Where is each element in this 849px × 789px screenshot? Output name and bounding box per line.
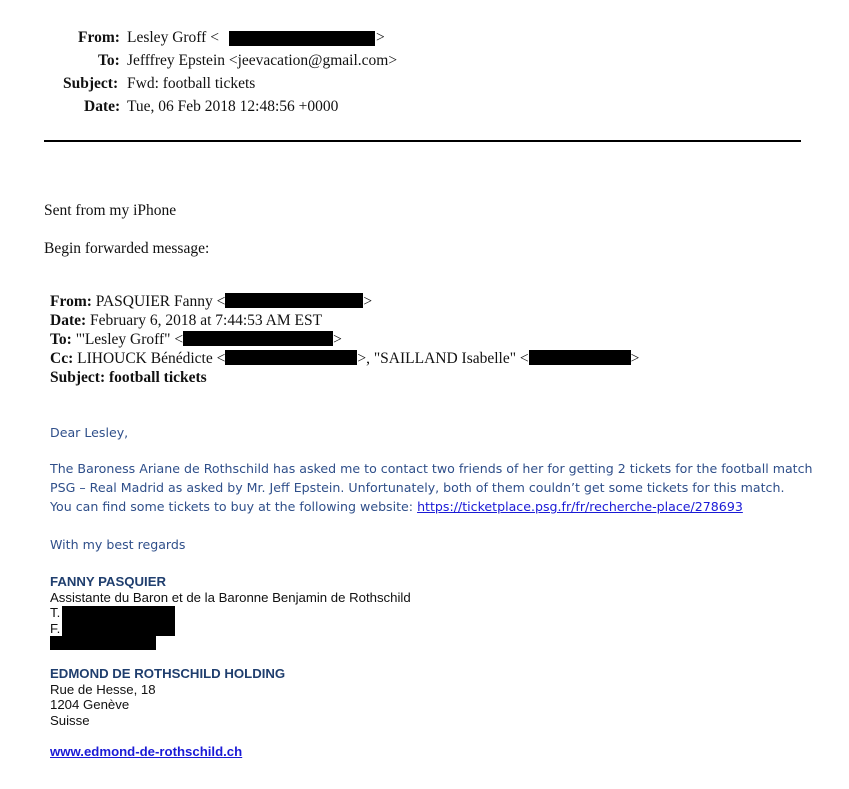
closing: With my best regards [50,537,186,552]
fwd-to-row [50,331,342,349]
company-website-link[interactable]: www.edmond-de-rothschild.ch [50,744,243,759]
fwd-cc-value-1: LIHOUCK Bénédicte < [77,350,226,367]
fwd-to-label: To: [50,331,72,348]
signature-title: Assistante du Baron et de la Baronne Benjamin de Rothschild [50,590,411,605]
paragraph-line-1: The Baroness Ariane de Rothschild has asked me to contact two friends of her for getting 2 tickets for the football match [50,461,813,476]
fwd-subject-row [50,369,207,387]
redacted-email [183,331,333,346]
address-line-2: 1204 Genève [50,697,130,712]
fwd-subject-value: football tickets [108,369,207,386]
ticket-link[interactable]: https://ticketplace.psg.fr/fr/recherche-place/278693 [417,499,743,514]
outer-to-row [0,52,849,72]
outer-date-value: Tue, 06 Feb 2018 12:48:56 +0000 [127,98,339,115]
outer-from-bracket: > [376,29,385,46]
fwd-date-row [50,312,322,330]
fwd-from-label: From: [50,293,92,310]
redacted-email [529,350,631,365]
outer-from-row [0,29,849,49]
company-name: EDMOND DE ROTHSCHILD HOLDING [50,666,286,681]
outer-subject-label: Subject: [63,75,119,92]
fwd-date-label: Date: [50,312,87,329]
header-divider [44,140,801,142]
outer-subject-row [0,75,849,95]
fwd-cc-separator: >, "SAILLAND Isabelle" < [357,350,529,367]
fwd-from-value: PASQUIER Fanny < [95,293,226,310]
outer-date-label: Date: [84,98,121,115]
address-line-1: Rue de Hesse, 18 [50,682,156,697]
redacted-email [229,31,375,46]
redacted-email [225,293,363,308]
outer-from-name: Lesley Groff < [127,29,219,46]
fax-label: F. [50,621,61,636]
fwd-from-row [50,293,372,311]
outer-to-label: To: [98,52,120,69]
signature-fax [50,621,60,636]
fwd-date-value: February 6, 2018 at 7:44:53 AM EST [90,312,323,329]
tel-label: T. [50,605,61,620]
signature-name: FANNY PASQUIER [50,574,167,589]
redacted-email [225,350,357,365]
redacted-phone [62,606,175,636]
fwd-cc-label: Cc: [50,350,74,367]
outer-date-row [0,98,849,118]
fwd-cc-bracket: > [630,350,640,367]
redacted-email [50,636,156,650]
paragraph-line-3 [50,499,743,514]
fwd-to-bracket: > [333,331,342,348]
fwd-from-bracket: > [363,293,373,310]
signature-tel [50,605,60,620]
outer-to-value: Jefffrey Epstein <jeevacation@gmail.com> [127,52,398,69]
begin-forwarded-text: Begin forwarded message: [44,240,210,257]
paragraph-line-2: PSG – Real Madrid as asked by Mr. Jeff Epstein. Unfortunately, both of them couldn’t get some tickets for this match. [50,480,785,495]
sent-from-text: Sent from my iPhone [44,202,177,219]
paragraph-line-3-text: You can find some tickets to buy at the following website: [50,499,418,514]
address-line-3: Suisse [50,713,90,728]
fwd-to-value: "'Lesley Groff" < [75,331,184,348]
fwd-cc-row [50,350,639,368]
fwd-subject-label: Subject: [50,369,106,386]
greeting: Dear Lesley, [50,425,129,440]
outer-subject-value: Fwd: football tickets [127,75,256,92]
outer-from-label: From: [78,29,120,46]
